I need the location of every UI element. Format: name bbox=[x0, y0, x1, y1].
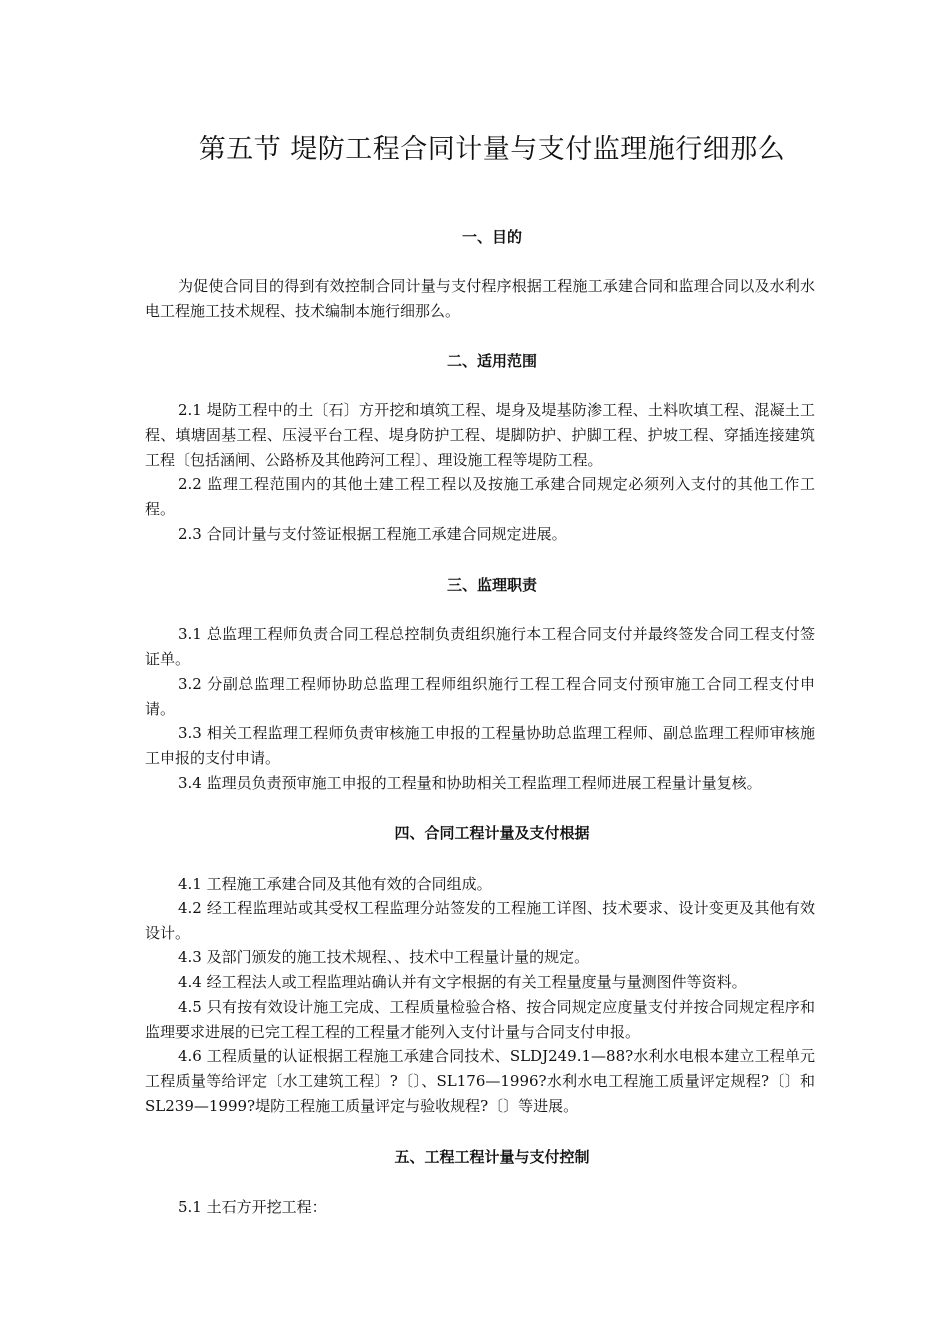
section-4-paragraph-1: 4.1 工程施工承建合同及其他有效的合同组成。 bbox=[178, 875, 492, 893]
section-heading-5: 五、工程工程计量与支付控制 bbox=[394, 1148, 590, 1166]
section-1-paragraph-1: 为促使合同目的得到有效控制合同计量与支付程序根据工程施工承建合同和监理合同以及水利水电工程施工技术规程、技术编制本施行细那么。 bbox=[145, 277, 815, 320]
section-3-paragraph-2: 3.2 分副总监理工程师协助总监理工程师组织施行工程工程合同支付预审施工合同工程支付申请。 bbox=[145, 675, 815, 718]
section-2-paragraph-1: 2.1 堤防工程中的土〔石〕方开挖和填筑工程、堤身及堤基防渗工程、土料吹填工程、混凝土工程、填塘固基工程、压浸平台工程、堤身防护工程、堤脚防护、护脚工程、护坡工程、穿插连接建筑工程〔包括涵闸、公路桥及其他跨河工程〕、理设施工程等堤防工程。 bbox=[145, 401, 815, 469]
section-4-paragraph-6: 4.6 工程质量的认证根据工程施工承建合同技术、SLDJ249.1—88?水利水电根本建立工程单元工程质量等给评定〔水工建筑工程〕?〔〕、SL176—1996?水利水电工程施工质量评定规程?〔〕和 SL239—1999?堤防工程施工质量评定与验收规程?〔〕等进展。 bbox=[145, 1047, 815, 1115]
section-heading-3: 三、监理职责 bbox=[446, 576, 537, 594]
section-5-paragraph-1: 5.1 土石方开挖工程： bbox=[178, 1198, 327, 1216]
section-3-paragraph-3: 3.3 相关工程监理工程师负责审核施工申报的工程量协助总监理工程师、副总监理工程师审核施工申报的支付申请。 bbox=[145, 724, 815, 767]
section-3-paragraph-4: 3.4 监理员负责预审施工申报的工程量和协助相关工程监理工程师进展工程量计量复核。 bbox=[178, 774, 762, 792]
section-2-paragraph-3: 2.3 合同计量与支付签证根据工程施工承建合同规定进展。 bbox=[178, 525, 567, 543]
section-heading-2: 二、适用范围 bbox=[446, 352, 537, 370]
section-heading-1: 一、目的 bbox=[461, 228, 522, 246]
section-heading-4: 四、合同工程计量及支付根据 bbox=[394, 824, 590, 842]
section-2-paragraph-2: 2.2 监理工程范围内的其他土建工程工程以及按施工承建合同规定必须列入支付的其他工作工程。 bbox=[145, 475, 815, 518]
section-4-paragraph-2: 4.2 经工程监理站或其受权工程监理分站签发的工程施工详图、技术要求、设计变更及其他有效设计。 bbox=[145, 899, 815, 942]
page-title: 第五节 堤防工程合同计量与支付监理施行细那么 bbox=[198, 134, 786, 165]
section-4-paragraph-3: 4.3 及部门颁发的施工技术规程、、技术中工程量计量的规定。 bbox=[178, 948, 590, 966]
section-4-paragraph-4: 4.4 经工程法人或工程监理站确认并有文字根据的有关工程量度量与量测图件等资料。 bbox=[178, 973, 747, 991]
section-4-paragraph-5: 4.5 只有按有效设计施工完成、工程质量检验合格、按合同规定应度量支付并按合同规定程序和监理要求进展的已完工程工程的工程量才能列入支付计量与合同支付申报。 bbox=[145, 998, 815, 1041]
section-3-paragraph-1: 3.1 总监理工程师负责合同工程总控制负责组织施行本工程合同支付并最终签发合同工程支付签证单。 bbox=[145, 625, 815, 668]
